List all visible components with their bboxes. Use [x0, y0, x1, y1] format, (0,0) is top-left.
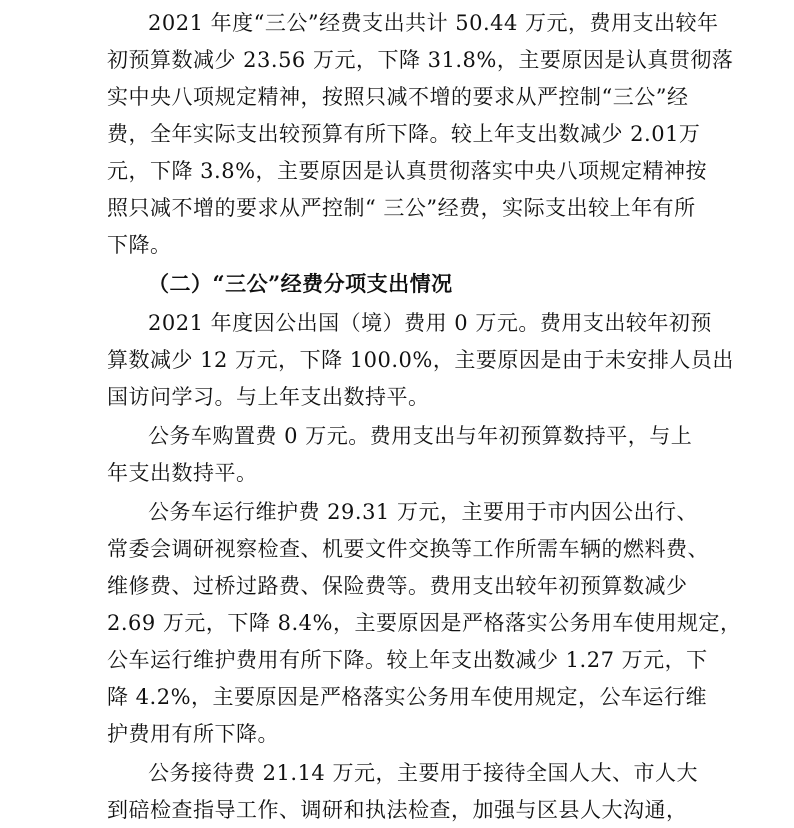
paragraph-2-line-1: 2021 年度因公出国（境）费用 0 万元。费用支出较年初预 [148, 311, 712, 335]
paragraph-5-line-1: 公务接待费 21.14 万元，主要用于接待全国人大、市人大 [148, 761, 698, 785]
paragraph-4-line-7: 护费用有所下降。 [107, 722, 279, 746]
paragraph-4-line-2: 常委会调研视察检查、机要文件交换等工作所需车辆的燃料费、 [107, 537, 709, 561]
paragraph-1-line-7: 下降。 [107, 233, 172, 257]
paragraph-4-line-1: 公务车运行维护费 29.31 万元，主要用于市内因公出行、 [148, 500, 698, 524]
paragraph-1-line-6: 照只减不增的要求从严控制“ 三公”经费，实际支出较上年有所 [107, 196, 696, 220]
paragraph-4-line-5: 公车运行维护费用有所下降。较上年支出数减少 1.27 万元，下 [107, 648, 708, 672]
paragraph-1-line-1: 2021 年度“三公”经费支出共计 50.44 万元，费用支出较年 [148, 11, 719, 35]
paragraph-3-line-2: 年支出数持平。 [107, 461, 258, 485]
paragraph-4-line-4: 2.69 万元，下降 8.4%，主要原因是严格落实公务用车使用规定， [107, 611, 742, 635]
paragraph-3-line-1: 公务车购置费 0 万元。费用支出与年初预算数持平，与上 [148, 424, 693, 448]
section-heading: （二）“三公”经费分项支出情况 [148, 271, 453, 296]
paragraph-4-line-6: 降 4.2%，主要原因是严格落实公务用车使用规定，公车运行维 [107, 685, 708, 709]
paragraph-4-line-3: 维修费、过桥过路费、保险费等。费用支出较年初预算数减少 [107, 574, 688, 598]
paragraph-2-line-2: 算数减少 12 万元，下降 100.0%，主要原因是由于未安排人员出 [107, 348, 734, 372]
paragraph-5-line-2: 到碚检查指导工作、调研和执法检查，加强与区县人大沟通， [107, 798, 688, 822]
paragraph-2-line-3: 国访问学习。与上年支出数持平。 [107, 385, 430, 409]
paragraph-1-line-2: 初预算数减少 23.56 万元，下降 31.8%，主要原因是认真贯彻落 [107, 48, 734, 72]
paragraph-1-line-4: 费，全年实际支出较预算有所下降。较上年支出数减少 2.01万 [107, 122, 701, 146]
paragraph-1-line-3: 实中央八项规定精神，按照只减不增的要求从严控制“三公”经 [107, 85, 689, 109]
paragraph-1-line-5: 元，下降 3.8%，主要原因是认真贯彻落实中央八项规定精神按 [107, 159, 708, 183]
